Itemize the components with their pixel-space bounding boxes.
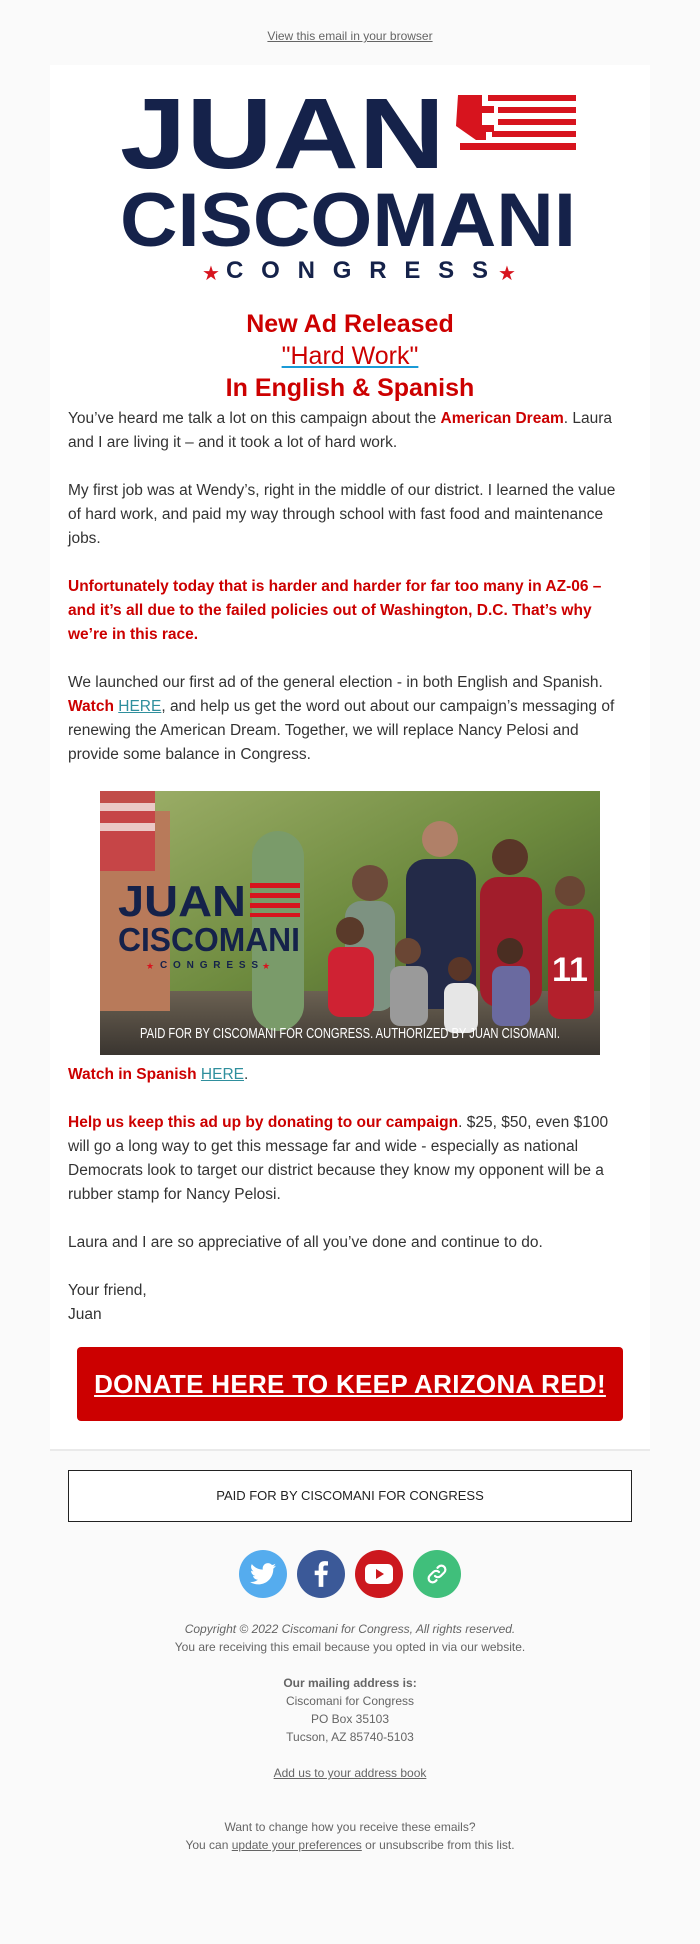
paragraph-appreciation: Laura and I are so appreciative of all you’ve done and continue to do. bbox=[68, 1234, 543, 1251]
twitter-icon bbox=[250, 1563, 276, 1585]
website-link[interactable] bbox=[413, 1550, 461, 1598]
svg-text:★: ★ bbox=[146, 962, 155, 972]
paragraph-american-dream: You’ve heard me talk a lot on this campaign about the American Dream. Laura and I are living it – and it took a lot of hard work. bbox=[68, 410, 612, 451]
address-box: PO Box 35103 bbox=[310, 1712, 390, 1726]
update-preferences-link[interactable]: update your preferences bbox=[231, 1838, 362, 1852]
hero-logo-line1: JUAN bbox=[118, 877, 246, 926]
donate-appeal-highlight: Help us keep this ad up by donating to our campaign bbox=[68, 1114, 459, 1131]
add-address-book-link[interactable]: Add us to your address book bbox=[273, 1766, 427, 1780]
youtube-link[interactable] bbox=[355, 1550, 403, 1598]
facebook-link[interactable] bbox=[297, 1550, 345, 1598]
copyright-text: Copyright © 2022 Ciscomani for Congress, All rights reserved. bbox=[184, 1622, 516, 1636]
signoff: Your friend, Juan bbox=[68, 1282, 147, 1323]
watch-spanish-here-link[interactable]: HERE bbox=[200, 1066, 244, 1083]
twitter-link[interactable] bbox=[239, 1550, 287, 1598]
donate-button[interactable]: DONATE HERE TO KEEP ARIZONA RED! bbox=[77, 1347, 623, 1421]
preferences-text: Want to change how you receive these emails? You can update your preferences or unsubscribe from this list. bbox=[50, 1818, 650, 1854]
paragraph-launched-ad: We launched our first ad of the general election - in both English and Spanish. Watch HERE, and help us get the word out about our campaign’s messaging of renewing the American Dream. Together, we will replace Nancy Pelosi and provide some balance in Congress. bbox=[68, 674, 615, 763]
juan-ciscomani-logo bbox=[120, 78, 580, 288]
email-card bbox=[50, 65, 650, 1451]
change-question: Want to change how you receive these emails? bbox=[224, 1820, 476, 1834]
svg-text:★: ★ bbox=[262, 962, 271, 972]
address-name: Ciscomani for Congress bbox=[285, 1694, 415, 1708]
link-icon bbox=[425, 1562, 449, 1586]
logo-name-line1: JUAN bbox=[120, 78, 445, 190]
watch-label: Watch bbox=[68, 698, 114, 715]
hero-logo-line2: CISCOMANI bbox=[118, 921, 300, 958]
paragraph-watch-spanish: Watch in Spanish HERE. bbox=[68, 1066, 249, 1083]
svg-text:11: 11 bbox=[552, 951, 588, 989]
hero-disclaimer: PAID FOR BY CISCOMANI FOR CONGRESS. AUTHORIZED BY JUAN CISOMANI. bbox=[140, 1025, 560, 1042]
paragraph-donate-appeal: Help us keep this ad up by donating to our campaign. $25, $50, even $100 will go a long way to get this message far and wide - especially as national Democrats look to target our district because they know my opponent will be a rubber stamp for Nancy Pelosi. bbox=[68, 1114, 609, 1203]
paragraph-first-job: My first job was at Wendy’s, right in the middle of our district. I learned the value of hard work, and paid my way through school with fast food and maintenance jobs. bbox=[68, 482, 616, 547]
hard-work-ad-link[interactable]: "Hard Work" bbox=[281, 342, 419, 370]
email-body bbox=[50, 407, 650, 767]
headline-line3: In English & Spanish bbox=[225, 374, 475, 402]
preheader bbox=[0, 0, 700, 65]
hero-logo-tagline: CONGRESS bbox=[160, 960, 258, 971]
mailing-address bbox=[50, 1674, 650, 1746]
footer-fine-print bbox=[50, 1620, 650, 1656]
youtube-icon bbox=[365, 1564, 393, 1584]
hero-flag-icon bbox=[100, 791, 155, 871]
logo-name-line2: CISCOMANI bbox=[120, 178, 576, 263]
unsubscribe-text: or unsubscribe from this list. bbox=[361, 1838, 515, 1852]
watch-spanish-label: Watch in Spanish bbox=[68, 1066, 197, 1083]
american-dream-highlight: American Dream bbox=[440, 410, 564, 427]
paragraph-unfortunately: Unfortunately today that is harder and harder for far too many in AZ-06 – and it’s all due to the failed policies out of Washington, D.C. That’s why we’re in this race. bbox=[68, 578, 602, 643]
opted-in-text: You are receiving this email because you opted in via our website. bbox=[174, 1640, 526, 1654]
logo-star-right: ★ bbox=[498, 261, 516, 285]
email-body-continued bbox=[50, 1063, 650, 1327]
arizona-flag-icon bbox=[456, 95, 576, 150]
facebook-icon bbox=[314, 1561, 328, 1587]
ad-hero-image[interactable] bbox=[100, 791, 600, 1055]
mailing-heading: Our mailing address is: bbox=[283, 1676, 417, 1690]
social-links bbox=[50, 1550, 650, 1598]
footer bbox=[50, 1470, 650, 1854]
logo-star-left: ★ bbox=[202, 261, 220, 285]
headline bbox=[50, 308, 650, 404]
paid-for-box: PAID FOR BY CISCOMANI FOR CONGRESS bbox=[68, 1470, 632, 1522]
view-in-browser-link[interactable]: View this email in your browser bbox=[267, 29, 433, 43]
logo-tagline: CONGRESS bbox=[226, 257, 488, 284]
address-city: Tucson, AZ 85740-5103 bbox=[286, 1730, 414, 1744]
watch-here-link[interactable]: HERE bbox=[118, 698, 162, 715]
headline-line1: New Ad Released bbox=[246, 310, 454, 338]
